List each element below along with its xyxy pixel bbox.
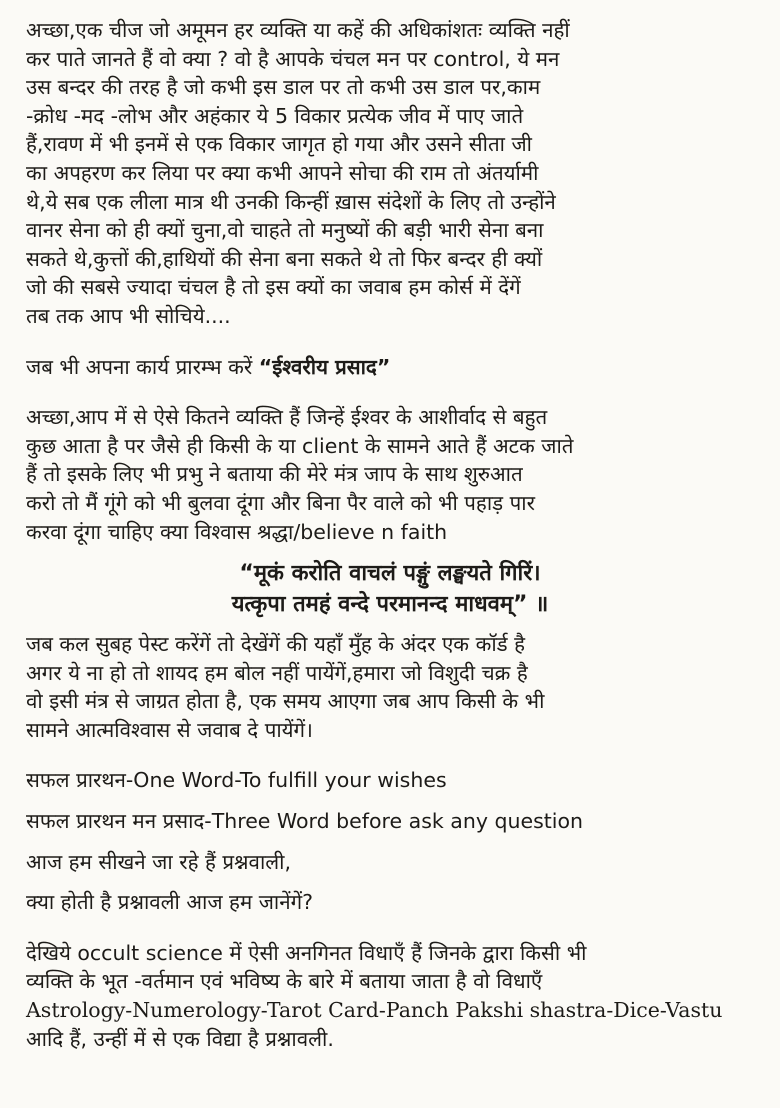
- text-line: Astrology-Numerology-Tarot Card-Panch Pakshi shastra-Dice-Vastu: [26, 998, 723, 1023]
- list-item: सफल प्रारथन-One Word-To fulfill your wishes: [26, 768, 447, 793]
- text-line: कुछ आता है पर जैसे ही किसी के या client के सामने आते हैं अटक जाते: [26, 433, 574, 458]
- paragraph-ishwariya-prasad: [26, 353, 754, 382]
- text-line: अगर ये ना हो तो शायद हम बोल नहीं पायेंगें,हमारा जो विशुदी चक्र है: [26, 660, 528, 685]
- text-line: का अपहरण कर लिया पर क्या कभी आपने सोचा की राम तो अंतर्यामी: [26, 160, 539, 185]
- text-line: सकते थे,कुत्तों की,हाथियों की सेना बना सकते थे तो फिर बन्दर ही क्यों: [26, 246, 543, 271]
- paragraph-vishuddhi: [26, 630, 754, 744]
- shloka-line: “मूकं करोति वाचलं पङ्गुं लङ्घयते गिरिं।: [239, 561, 541, 587]
- text-line: सामने आत्मविश्वास से जवाब दे पायेंगें।: [26, 717, 313, 742]
- paragraph-blessing: [26, 403, 754, 546]
- bold-phrase: “ईश्वरीय प्रसाद”: [258, 354, 391, 379]
- text-line: करवा दूंगा चाहिए क्या विश्वास श्रद्धा/believe n faith: [26, 519, 448, 544]
- text-line: उस बन्दर की तरह है जो कभी इस डाल पर तो कभी उस डाल पर,काम: [26, 75, 541, 100]
- list-item: क्या होती है प्रश्नावली आज हम जानेंगें?: [26, 890, 314, 915]
- text-line: करो तो मैं गूंगे को भी बुलवा दूंगा और बिना पैर वाले को भी पहाड़ पार: [26, 490, 535, 515]
- text-line: देखिये occult science में ऐसी अनगिनत विधाएँ हैं जिनके द्वारा किसी भी: [26, 940, 587, 965]
- text-line: वानर सेना को ही क्यों चुना,वो चाहते तो मनुष्यों की बड़ी भारी सेना बना: [26, 218, 544, 243]
- text-line: वो इसी मंत्र से जाग्रत होता है, एक समय आएगा जब आप किसी के भी: [26, 689, 545, 714]
- text-line: थे,ये सब एक लीला मात्र थी उनकी किन्हीं ख़ास संदेशों के लिए तो उन्होंने: [26, 189, 556, 214]
- text-line: हैं,रावण में भी इनमें से एक विकार जागृत हो गया और उसने सीता जी: [26, 132, 532, 157]
- text-line: हैं तो इसके लिए भी प्रभु ने बताया की मेरे मंत्र जाप के साथ शुरुआत: [26, 462, 523, 487]
- list-item: आज हम सीखने जा रहे हैं प्रश्नवाली,: [26, 849, 291, 874]
- text-line: तब तक आप भी सोचिये....: [26, 303, 231, 328]
- text-line: अच्छा,आप में से ऐसे कितने व्यक्ति हैं जिन्हें ईश्वर के आशीर्वाद से बहुत: [26, 405, 548, 430]
- text-line: जब कल सुबह पेस्ट करेंगें तो देखेंगें की यहाँ मुँह के अंदर एक कॉर्ड है: [26, 632, 525, 657]
- sanskrit-shloka: [26, 558, 754, 620]
- text-line: व्यक्ति के भूत -वर्तमान एवं भविष्य के बारे में बताया जाता है वो विधाएँ: [26, 969, 543, 994]
- paragraph-control-of-mind: [26, 16, 754, 331]
- text-line: -क्रोध -मद -लोभ और अहंकार ये 5 विकार प्रत्येक जीव में पाए जाते: [26, 103, 524, 128]
- shloka-line: यत्कृपा तमहं वन्दे परमानन्द माधवम्” ॥: [231, 592, 549, 618]
- text-line: आदि हैं, उन्हीं में से एक विद्या है प्रश्नावली.: [26, 1026, 334, 1051]
- text-line: कर पाते जानते हैं वो क्या ? वो है आपके चंचल मन पर control, ये मन: [26, 46, 560, 71]
- text-line: अच्छा,एक चीज जो अमूमन हर व्यक्ति या कहें की अधिकांशतः व्यक्ति नहीं: [26, 18, 570, 42]
- list-item: सफल प्रारथन मन प्रसाद-Three Word before ask any question: [26, 809, 584, 834]
- item-list: [26, 766, 754, 916]
- text-prefix: जब भी अपना कार्य प्रारम्भ करें: [26, 354, 259, 379]
- text-line: जो की सबसे ज्यादा चंचल है तो इस क्यों का जवाब हम कोर्स में देंगें: [26, 275, 521, 300]
- paragraph-occult-science: [26, 939, 754, 1053]
